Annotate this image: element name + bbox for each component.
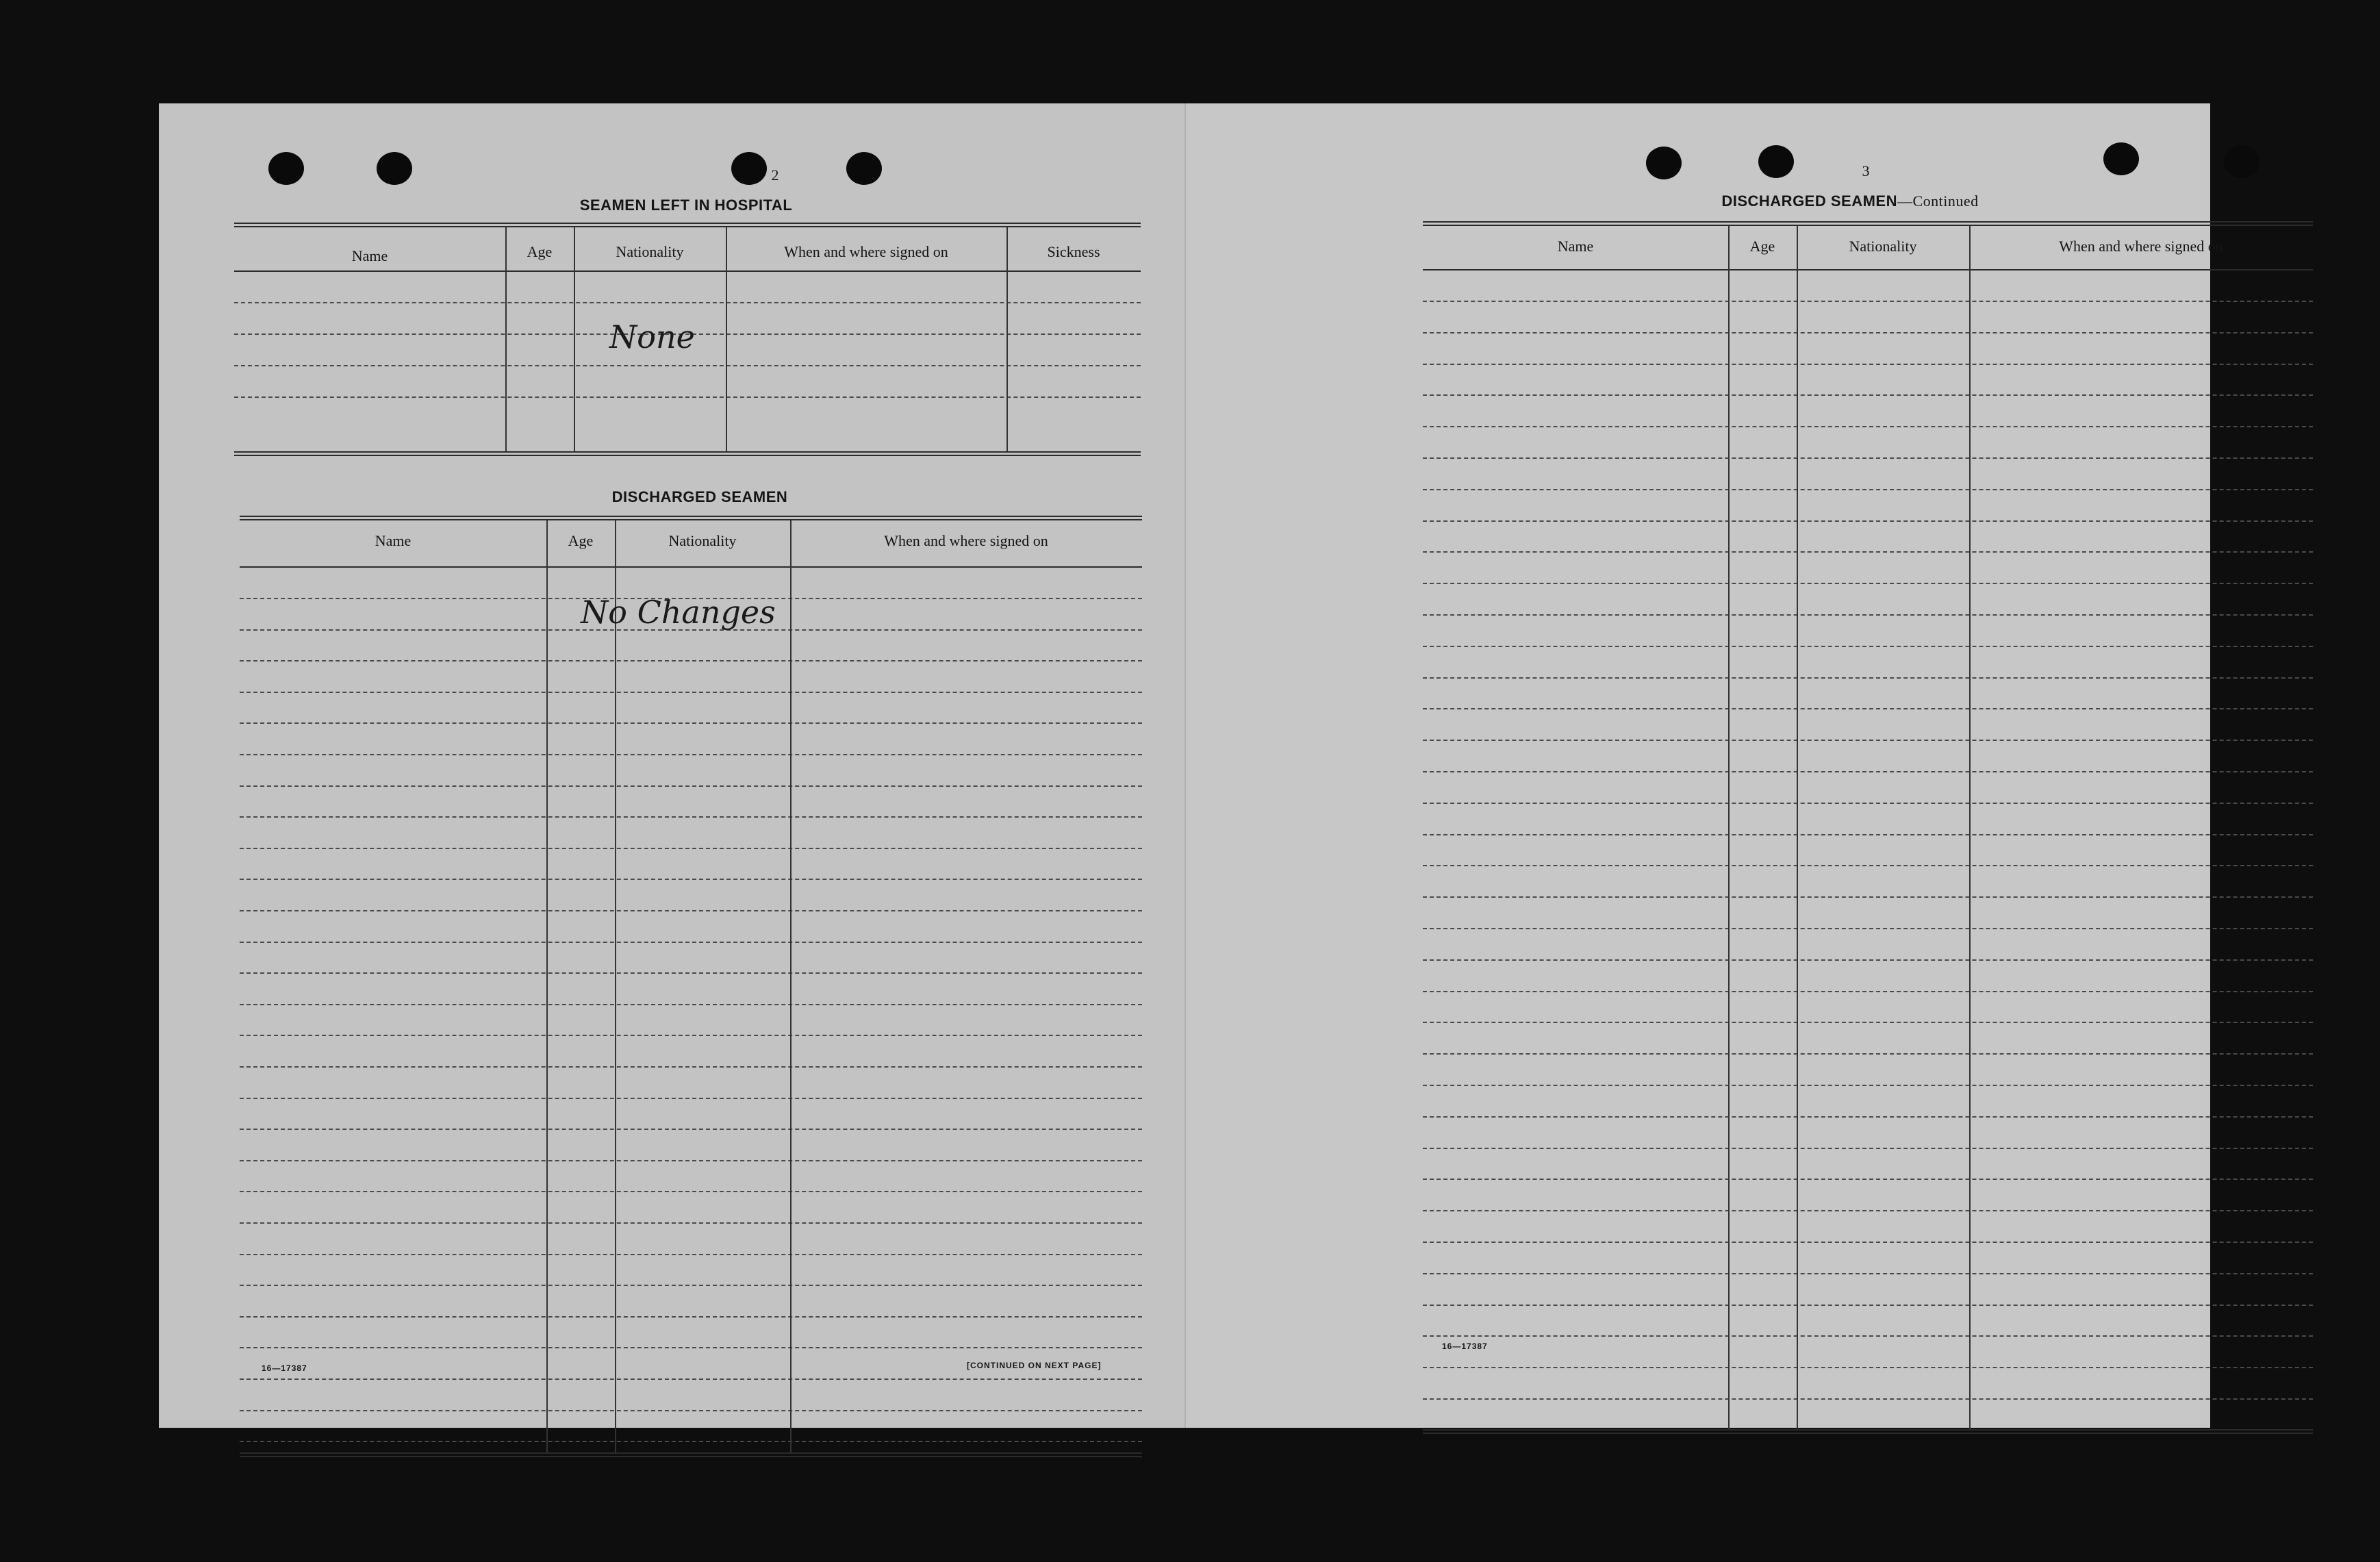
ruled-line xyxy=(1423,991,2313,992)
ruled-line xyxy=(1423,1305,2313,1306)
page-number: 2 xyxy=(771,166,779,184)
discharged-section-title: DISCHARGED SEAMEN xyxy=(611,488,788,505)
ruled-line xyxy=(240,692,1142,693)
ruled-line xyxy=(1423,614,2313,616)
ruled-line xyxy=(1423,896,2313,898)
ruled-line xyxy=(240,816,1142,818)
ruled-line xyxy=(1423,301,2313,302)
ruled-line xyxy=(1423,928,2313,929)
header-name: Name xyxy=(351,247,388,264)
header-when-where: When and where signed on xyxy=(784,243,948,260)
ruled-line xyxy=(1423,1398,2313,1400)
discharged-continued-title: DISCHARGED SEAMEN—Continued xyxy=(1721,192,1979,210)
ruled-line xyxy=(1423,457,2313,459)
header-nationality: Nationality xyxy=(668,532,737,549)
ruled-line xyxy=(240,879,1142,880)
handwritten-none: None xyxy=(609,318,695,355)
ruled-line xyxy=(1423,1053,2313,1055)
punch-hole xyxy=(2103,142,2139,175)
page-number: 3 xyxy=(1862,162,1870,179)
ruled-line xyxy=(240,1285,1142,1286)
ruled-line xyxy=(240,1191,1142,1192)
punch-hole xyxy=(1646,147,1682,179)
header-age: Age xyxy=(1749,238,1775,255)
header-sickness: Sickness xyxy=(1047,243,1100,260)
discharged-continued-table xyxy=(1423,221,2313,1440)
ruled-line xyxy=(240,1254,1142,1255)
punch-hole xyxy=(1758,145,1794,178)
left-page xyxy=(159,103,1186,1428)
ruled-line xyxy=(1423,959,2313,961)
punch-hole xyxy=(377,152,412,185)
continued-note: [CONTINUED ON NEXT PAGE] xyxy=(967,1361,1102,1370)
ruled-line xyxy=(240,1410,1142,1411)
ruled-line xyxy=(240,1129,1142,1130)
right-page xyxy=(1186,103,2223,1428)
discharged-table xyxy=(240,516,1142,1358)
header-age: Age xyxy=(568,532,594,549)
ruled-line xyxy=(1423,1179,2313,1180)
hospital-section-title: SEAMEN LEFT IN HOSPITAL xyxy=(579,197,793,214)
ruled-line xyxy=(1423,1085,2313,1086)
ruled-line xyxy=(1423,771,2313,772)
document-sheet xyxy=(159,103,2223,1428)
handwritten-no-changes: No Changes xyxy=(581,594,776,631)
ruled-line xyxy=(1423,1335,2313,1337)
ruled-line xyxy=(1423,708,2313,709)
ruled-line xyxy=(240,1035,1142,1036)
ruled-line xyxy=(240,1066,1142,1068)
ruled-line xyxy=(1423,489,2313,490)
ruled-line xyxy=(240,1098,1142,1099)
ruled-line xyxy=(1423,551,2313,553)
ruled-line xyxy=(1423,1367,2313,1368)
ruled-line xyxy=(1423,364,2313,365)
ruled-line xyxy=(1423,583,2313,584)
form-number: 16—17387 xyxy=(262,1363,307,1373)
ruled-line xyxy=(240,1378,1142,1380)
ruled-line xyxy=(240,848,1142,849)
ruled-line xyxy=(1423,394,2313,396)
ruled-line xyxy=(1423,834,2313,835)
header-nationality: Nationality xyxy=(616,243,684,260)
ruled-line xyxy=(240,660,1142,662)
ruled-line xyxy=(240,1347,1142,1348)
form-number: 16—17387 xyxy=(1442,1341,1488,1351)
ruled-line xyxy=(1423,865,2313,866)
hospital-table xyxy=(234,223,1141,360)
punch-hole xyxy=(846,152,882,185)
ruled-line xyxy=(240,942,1142,943)
ruled-line xyxy=(1423,426,2313,427)
ruled-line xyxy=(240,1441,1142,1442)
header-when-where: When and where signed on xyxy=(2059,238,2223,255)
punch-hole xyxy=(2224,145,2259,178)
ruled-line xyxy=(240,910,1142,911)
ruled-line xyxy=(240,1160,1142,1161)
ruled-line xyxy=(1423,1022,2313,1023)
ruled-line xyxy=(240,722,1142,724)
header-when-where: When and where signed on xyxy=(884,532,1048,549)
ruled-line xyxy=(1423,646,2313,647)
ruled-line xyxy=(240,1316,1142,1318)
ruled-line xyxy=(240,1004,1142,1005)
ruled-line xyxy=(1423,1148,2313,1149)
ruled-line xyxy=(1423,1116,2313,1118)
header-age: Age xyxy=(527,243,553,260)
ruled-line xyxy=(1423,1210,2313,1211)
ruled-line xyxy=(1423,1242,2313,1243)
header-nationality: Nationality xyxy=(1849,238,1917,255)
ruled-line xyxy=(240,785,1142,787)
header-name: Name xyxy=(1557,238,1594,255)
punch-hole xyxy=(268,152,304,185)
ruled-line xyxy=(240,754,1142,755)
ruled-line xyxy=(1423,332,2313,333)
ruled-line xyxy=(1423,677,2313,679)
ruled-line xyxy=(1423,803,2313,804)
ruled-line xyxy=(1423,520,2313,522)
ruled-line xyxy=(1423,740,2313,741)
ruled-line xyxy=(240,1222,1142,1224)
header-name: Name xyxy=(375,532,412,549)
ruled-line xyxy=(240,972,1142,974)
ruled-line xyxy=(1423,1273,2313,1274)
